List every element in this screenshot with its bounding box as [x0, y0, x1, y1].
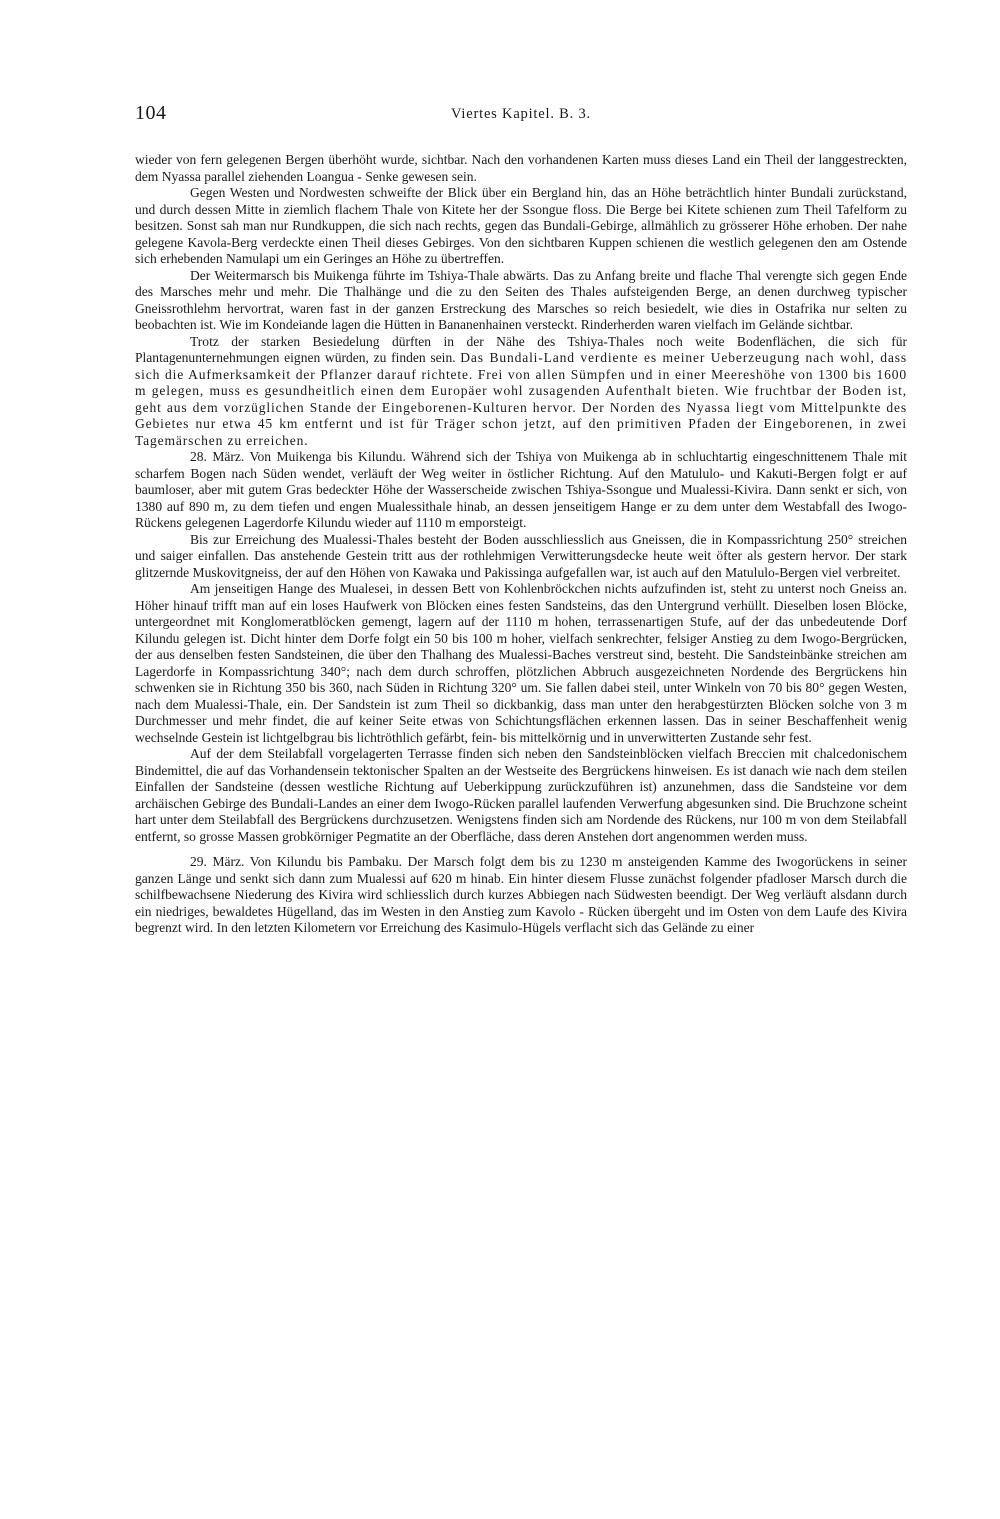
paragraph-4-normal: Trotz der starken Besiedelung dürften in der Nähe des Tshiya-Thales noch weite Bodenflächen, die sich für Plantagenunternehmungen eignen würden, zu finden sein. — [135, 333, 907, 365]
page-number: 104 — [135, 102, 167, 124]
paragraph-5: 28. März. Von Muikenga bis Kilundu. Während sich der Tshiya von Muikenga ab in schluchtartig eingeschnittenem Thale mit scharfem Bogen nach Süden wendet, verläuft der Weg weiter in östlicher Richtung. Auf den Matululo- und Kakuti-Bergen folgt er auf baumloser, aber mit gutem Gras bedeckter Höhe der Wasserscheide zwischen Tshiya-Ssongue und Mualessi-Kivira. Dann senkt er sich, von 1380 auf 890 m, zu dem tiefen und engen Mualessithale hinab, an dessen jenseitigem Hange er zu dem unter dem Westabfall des Iwogo-Rückens gelegenen Lagerdorfe Kilundu wieder auf 1110 m emporsteigt. — [135, 449, 907, 530]
running-title: Viertes Kapitel. B. 3. — [451, 106, 591, 122]
paragraph-7: Am jenseitigen Hange des Mualesei, in dessen Bett von Kohlenbröckchen nichts aufzufinden ist, steht zu unterst noch Gneiss an. Höher hinauf trifft man auf ein loses Haufwerk von Blöcken eines festen Sandsteins, das den Untergrund verhüllt. Dieselben losen Blöcke, untergeordnet mit Konglomeratblöcken gemengt, lagern auf der 1110 m hohen, terrassenartigen Stufe, auf der das unbedeutende Dorf Kilundu gelegen ist. Dicht hinter dem Dorfe folgt ein 50 bis 100 m hoher, vielfach senkrechter, felsiger Anstieg zu dem Iwogo-Bergrücken, der aus denselben festen Sandsteinen, die über den Thalhang des Mualessi-Baches verstreut sind, besteht. Die Sandsteinbänke streichen am Lagerdorfe in Kompassrichtung 340°; nach dem durch schroffen, plötzlichen Abbruch ausgezeichneten Nordende des Bergrückens hin schwenken sie in Richtung 350 bis 360, nach Süden in Richtung 320° um. Sie fallen dabei steil, unter Winkeln von 70 bis 80° gegen Westen, nach dem Mualessi-Thale, ein. Der Sandstein ist zum Theil so dickbankig, dass man unter den herabgestürzten Blöcken solche von 3 m Durchmesser und mehr findet, die auf keiner Seite etwas von Schichtungsflächen erkennen lassen. Das in seiner Beschaffenheit wenig wechselnde Gestein ist lichtgelbgrau bis lichtröthlich gefärbt, fein- bis mittelkörnig und in unverwitterten Zustande sehr fest. — [135, 581, 907, 745]
paragraph-2: Gegen Westen und Nordwesten schweifte der Blick über ein Bergland hin, das an Höhe beträchtlich hinter Bundali zurückstand, und durch dessen Mitte in ziemlich flachem Thale von Kitete her der Ssongue floss. Die Berge bei Kitete schienen zum Theil Tafelform zu besitzen. Sonst sah man nur Rundkuppen, die sich nach rechts, gegen das Bundali-Gebirge, allmählich zu grösserer Höhe erhoben. Der nahe gelegene Kavola-Berg verdeckte einen Theil dieses Gebirges. Von den sichtbaren Kuppen schienen die westlich gelegenen den am Ostende sich erhebenden Namulapi um ein Geringes an Höhe zu übertreffen. — [135, 185, 907, 266]
paragraph-9: 29. März. Von Kilundu bis Pambaku. Der Marsch folgt dem bis zu 1230 m ansteigenden Kamme des Iwogorückens in seiner ganzen Länge und senkt sich dann zum Mualessi auf 620 m hinab. Ein hinter diesem Flusse zunächst folgender pfadloser Marsch durch die schilfbewachsene Niederung des Kivira wird schliesslich durch kurzes Abbiegen nach Südwesten beendigt. Der Weg verläuft alsdann durch ein niedriges, bewaldetes Hügelland, das im Westen in den Anstieg zum Kavolo - Rücken übergeht und im Osten von dem Laufe des Kivira begrenzt wird. In den letzten Kilometern vor Erreichung des Kasimulo-Hügels verflacht sich das Gelände zu einer — [135, 854, 907, 935]
page-header — [135, 100, 907, 140]
paragraph-8: Auf der dem Steilabfall vorgelagerten Terrasse finden sich neben den Sandsteinblöcken vielfach Breccien mit chalcedonischem Bindemittel, die auf das Vorhandensein tektonischer Spalten an der Westseite des Bergrückens hinweisen. Es ist danach wie nach dem steilen Einfallen der Sandsteine (dessen westliche Richtung auf Ueberkippung zurückzuführen ist) anzunehmen, dass die Sandsteine vor dem archäischen Gebirge des Bundali-Landes an einer dem Iwogo-Rücken parallel laufenden Verwerfung abgesunken sind. Die Bruchzone scheint hart unter dem Steilabfall des Bergrückens durchzusetzen. Wenigstens finden sich am Nordende des Rückens, nur 100 m von dem Steilabfall entfernt, so grosse Massen grobkörniger Pegmatite an der Oberfläche, dass deren Anstehen dort angenommen werden muss. — [135, 746, 907, 844]
paragraph-3: Der Weitermarsch bis Muikenga führte im Tshiya-Thale abwärts. Das zu Anfang breite und flache Thal verengte sich gegen Ende des Marsches mehr und mehr. Die Thalhänge und die zu den Seiten des Thales aufsteigenden Berge, an denen durchweg typischer Gneissrothlehm hervortrat, waren fast in der ganzen Erstreckung des Marsches so reich besiedelt, wie dies in Ostafrika nur selten zu beobachten ist. Wie im Kondeiande lagen die Hütten in Bananenhainen versteckt. Rinderherden waren vielfach im Gelände sichtbar. — [135, 267, 907, 332]
paragraph-4 — [135, 334, 907, 450]
paragraph-6: Bis zur Erreichung des Mualessi-Thales besteht der Boden ausschliesslich aus Gneissen, die in Kompassrichtung 250° streichen und saiger einfallen. Das anstehende Gestein tritt aus der rothlehmigen Verwitterungsdecke heute weit öfter als gestern hervor. Der stark glitzernde Muskovitgneiss, der auf den Höhen von Kawaka und Pakissinga aufgefallen war, ist auch auf den Matululo-Bergen viel verbreitet. — [135, 531, 907, 580]
paragraph-4-spaced: Das Bundali-Land verdiente es meiner Ueberzeugung nach wohl, dass sich die Aufmerksamkeit der Pflanzer darauf richtete. Frei von allen Sümpfen und in einer Meereshöhe von 1300 bis 1600 m gelegen, muss es gesundheitlich einen dem Europäer wohl zusagenden Aufenthalt bieten. Wie fruchtbar der Boden ist, geht aus dem vorzüglichen Stande der Eingeborenen-Kulturen hervor. Der Norden des Nyassa liegt vom Mittelpunkte des Gebietes nur etwa 45 km entfernt und ist für Träger schon jetzt, auf den primitiven Pfaden der Eingeborenen, in zwei Tagemärschen zu erreichen. — [135, 350, 907, 448]
paragraph-1: wieder von fern gelegenen Bergen überhöht wurde, sichtbar. Nach den vorhandenen Karten muss dieses Land ein Theil der langgestreckten, dem Nyassa parallel ziehenden Loangua - Senke gewesen sein. — [135, 152, 907, 184]
page-body — [135, 152, 907, 937]
document-page — [135, 100, 907, 937]
